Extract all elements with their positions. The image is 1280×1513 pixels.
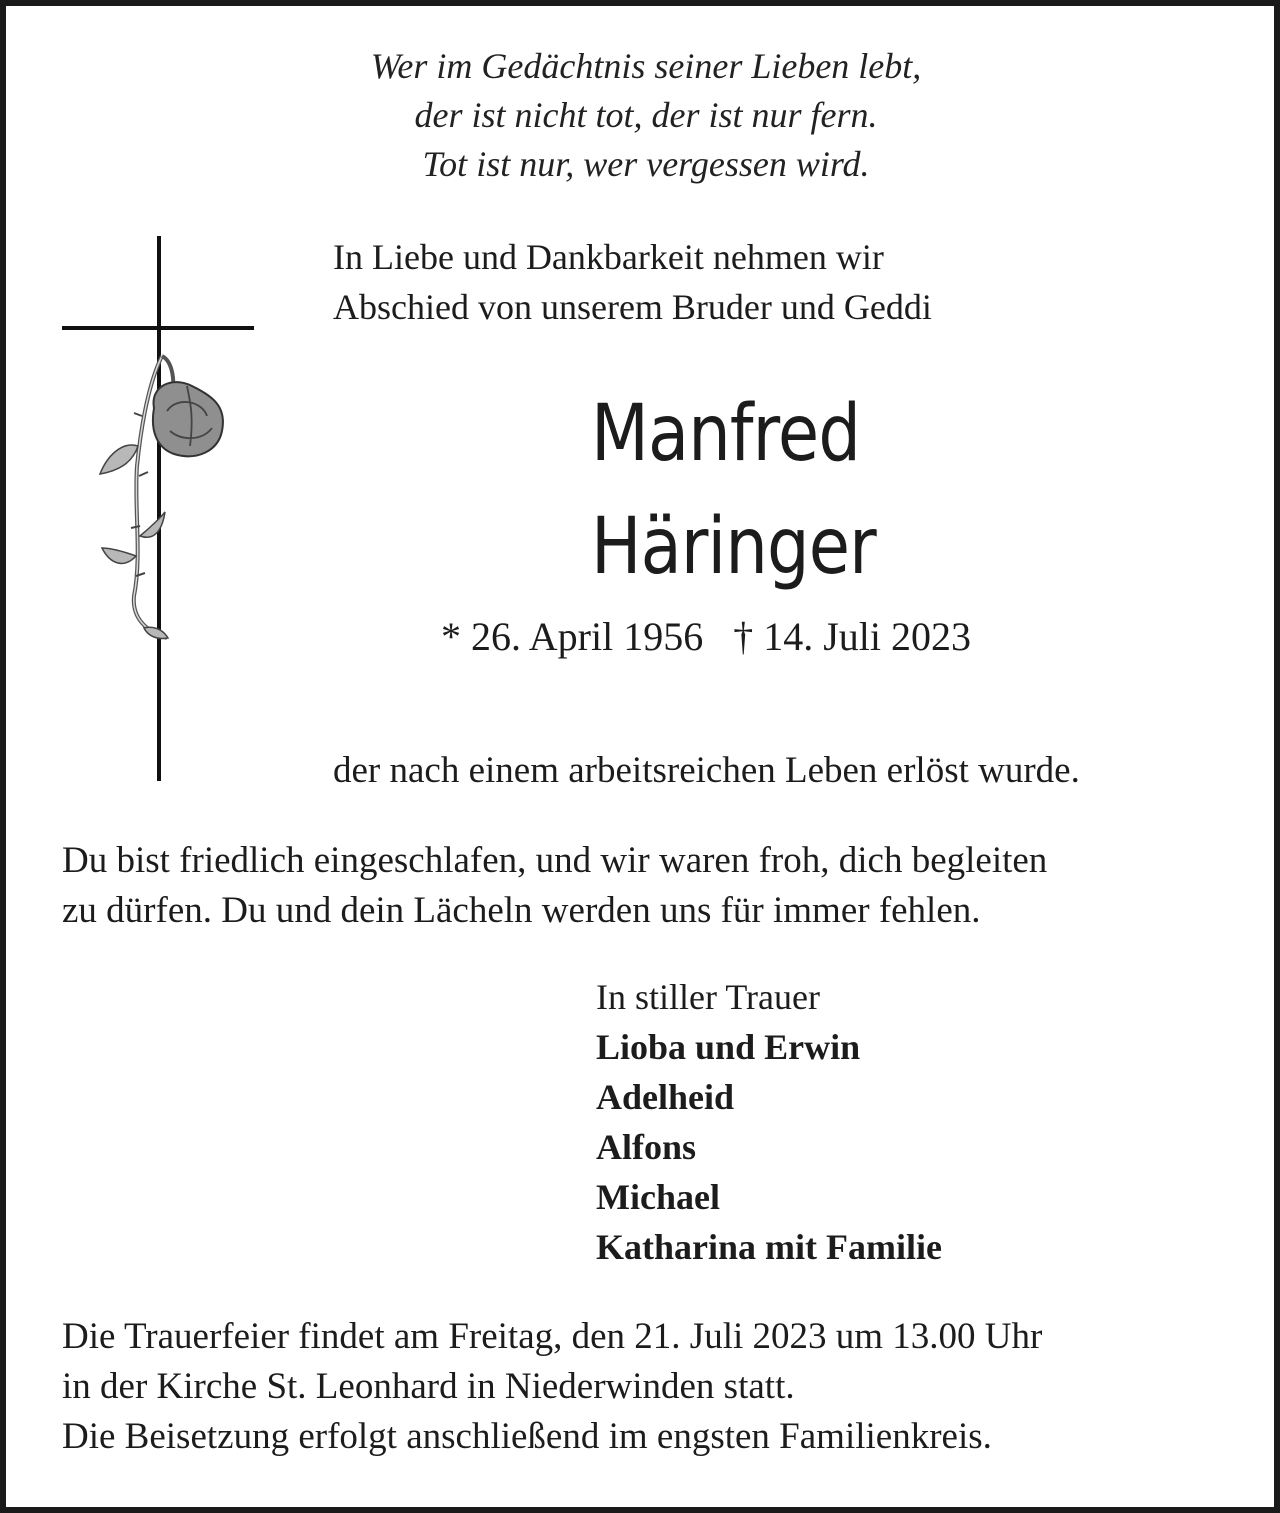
memorial-verse (6, 42, 1280, 189)
released-line (333, 746, 1080, 796)
mourner-name: Adelheid (596, 1077, 735, 1117)
funeral-info (62, 1312, 1042, 1462)
last-name: Häringer (591, 502, 876, 592)
death-date: † 14. Juli 2023 (733, 614, 972, 659)
intro-line: Abschied von unserem Bruder und Geddi (333, 287, 932, 327)
verse-line: Tot ist nur, wer vergessen wird. (422, 144, 870, 184)
released-text: der nach einem arbeitsreichen Leben erlöst wurde. (333, 750, 1080, 791)
verse-line: der ist nicht tot, der ist nur fern. (414, 95, 878, 135)
intro-line: In Liebe und Dankbarkeit nehmen wir (333, 237, 884, 277)
message-line: Du bist friedlich eingeschlafen, und wir waren froh, dich begleiten (62, 840, 1048, 881)
message-text (62, 836, 1047, 936)
mourner-name: Katharina mit Familie (596, 1227, 942, 1267)
intro-text (333, 232, 932, 332)
verse-line: Wer im Gedächtnis seiner Lieben lebt, (370, 46, 922, 86)
cross-with-rose-icon (62, 236, 254, 781)
mourner-name: Lioba und Erwin (596, 1027, 861, 1067)
first-name: Manfred (591, 389, 861, 479)
funeral-line: Die Beisetzung erfolgt anschließend im engsten Familienkreis. (62, 1416, 992, 1457)
birth-date: * 26. April 1956 (441, 614, 704, 659)
mourners-lead: In stiller Trauer (596, 977, 820, 1017)
deceased-name (591, 378, 922, 604)
mourner-name: Michael (596, 1177, 720, 1217)
message-line: zu dürfen. Du und dein Lächeln werden uns für immer fehlen. (62, 890, 981, 931)
funeral-line: in der Kirche St. Leonhard in Niederwinden statt. (62, 1366, 795, 1407)
funeral-line: Die Trauerfeier findet am Freitag, den 21. Juli 2023 um 13.00 Uhr (62, 1316, 1043, 1357)
mourner-name: Alfons (596, 1127, 697, 1167)
life-dates (441, 611, 971, 663)
mourners-block (596, 972, 942, 1272)
